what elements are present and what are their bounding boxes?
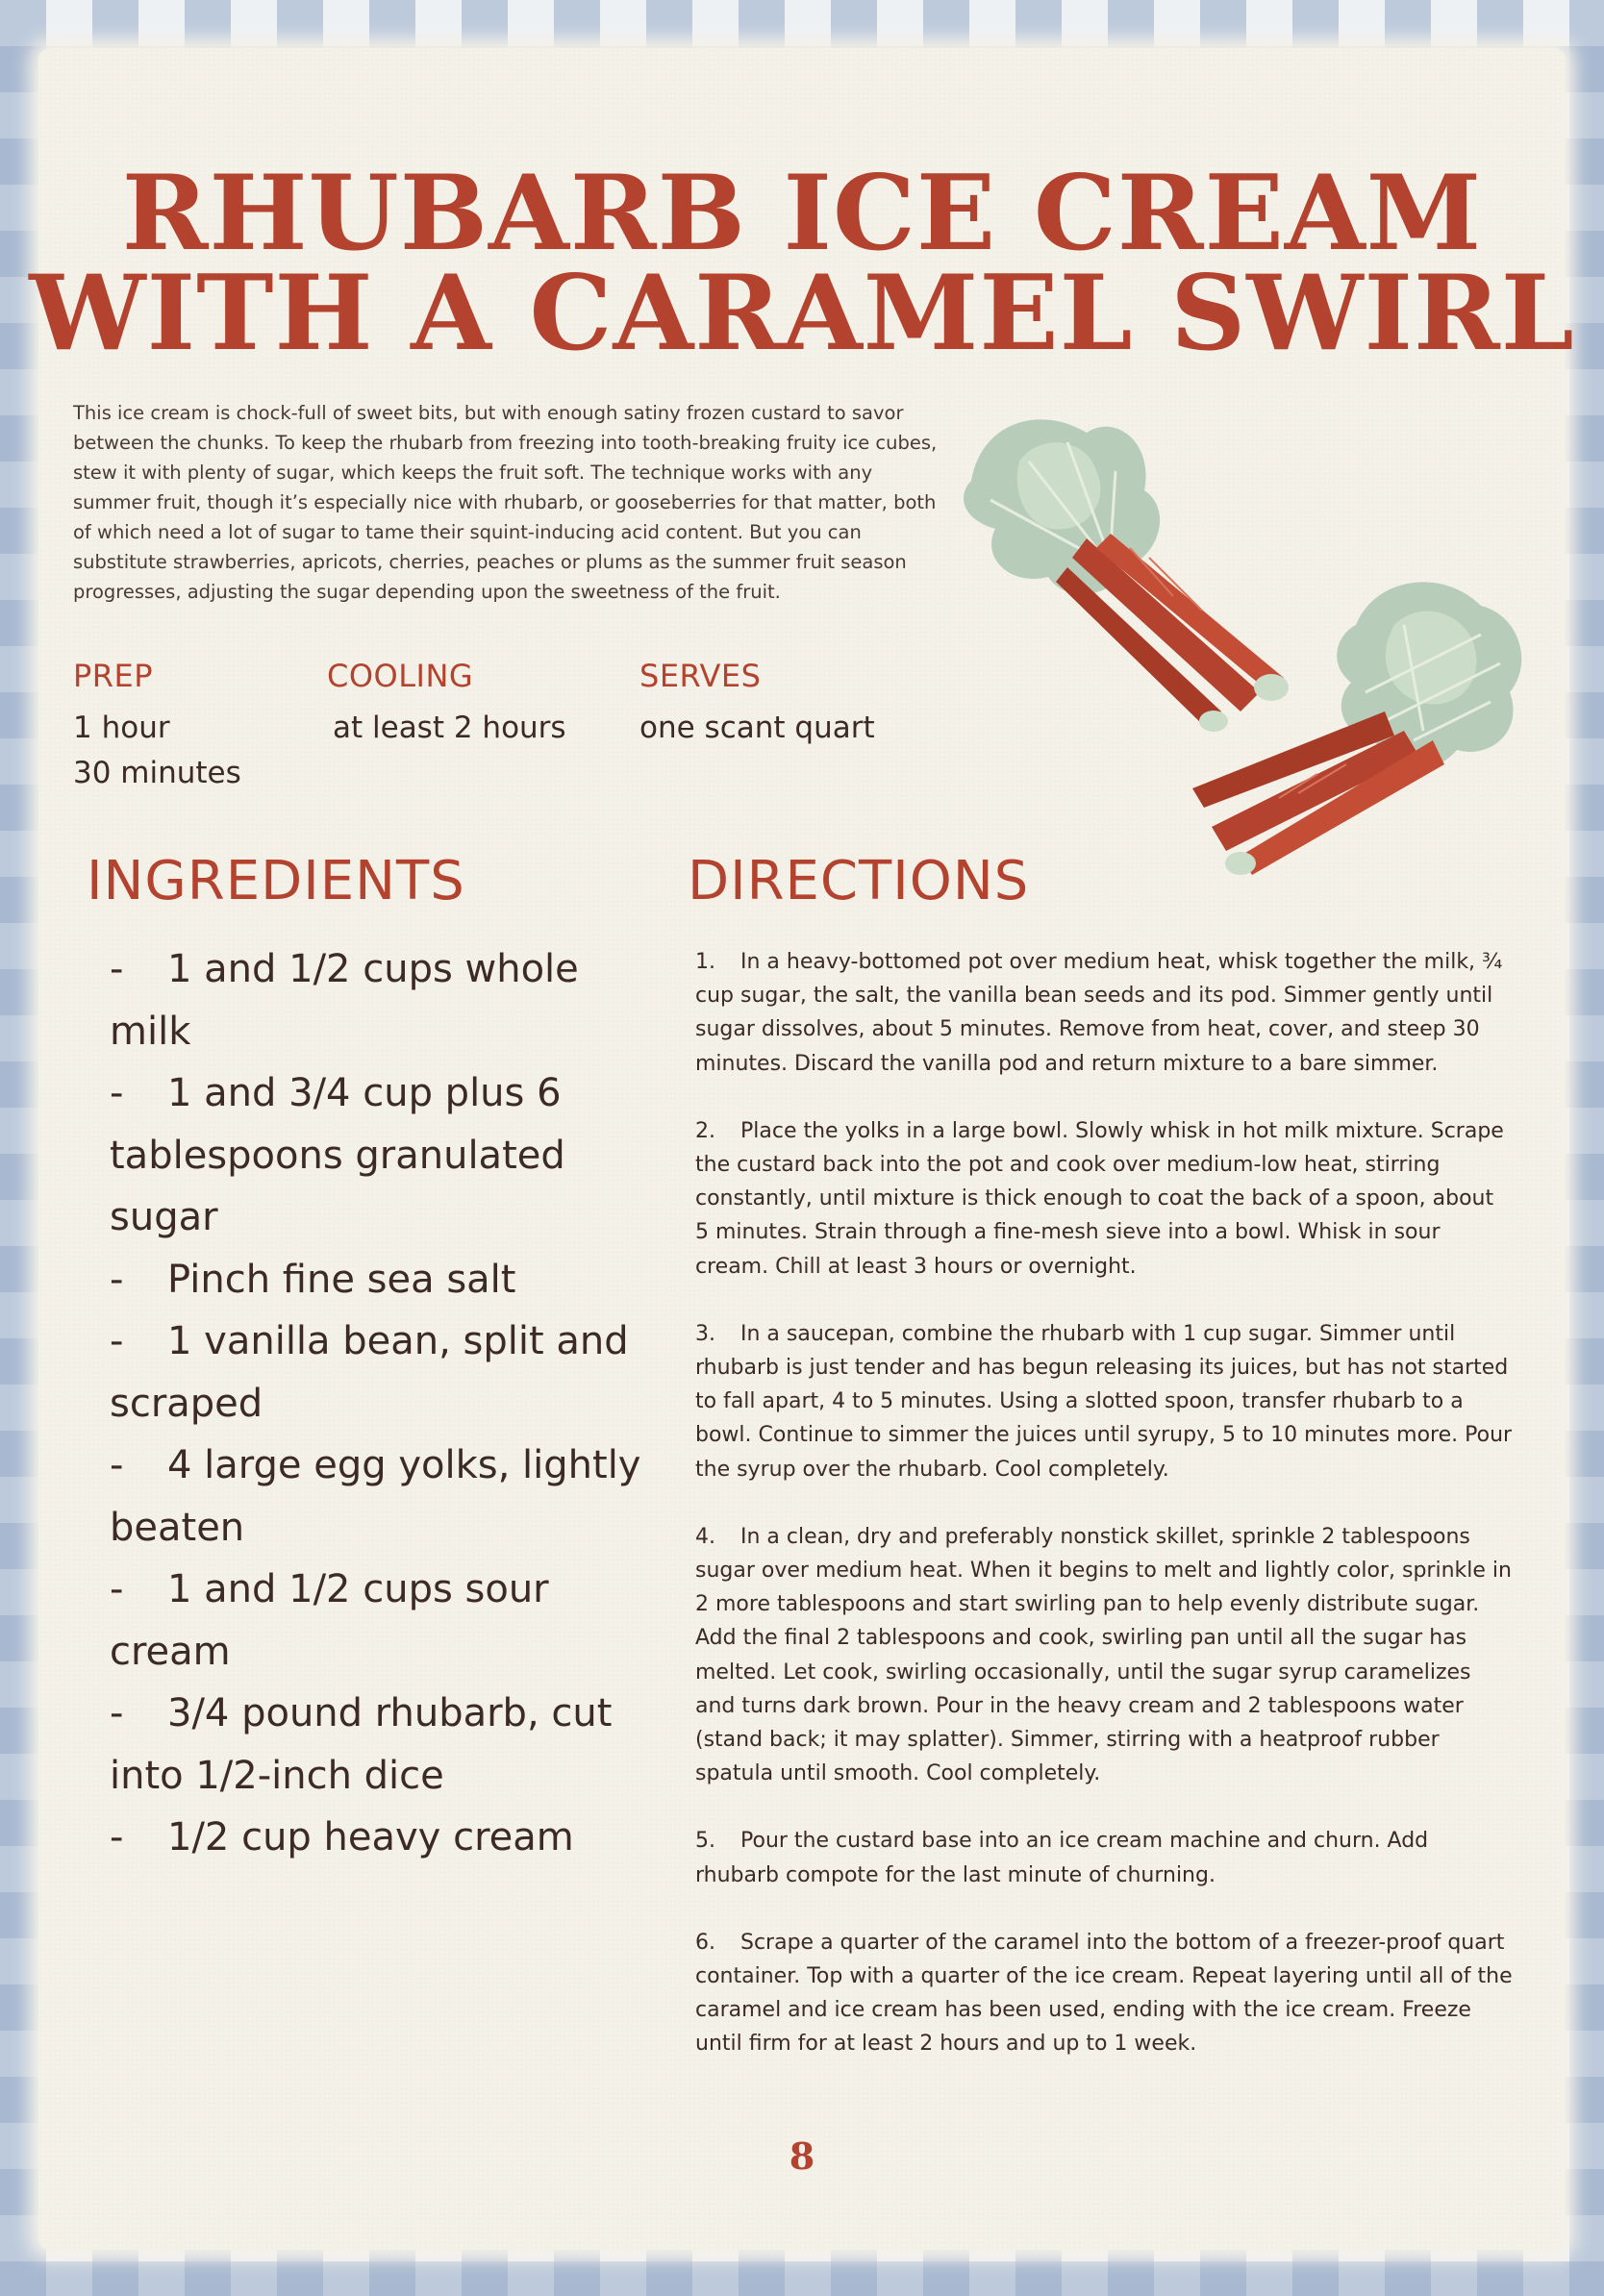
serves-value: one scant quart	[639, 711, 875, 745]
intro-paragraph: This ice cream is chock-full of sweet bits, but with enough satiny frozen custard to savor between the chunks. To keep the rhubarb from freezing into tooth-breaking fruity ice cubes, stew it with plenty of sugar, which keeps the fruit soft. The technique works with any summer fruit, though it’s especially nice with rhubarb, or gooseberries for that matter, both of which need a lot of sugar to tame their squint-inducing acid content. But you can substitute strawberries, apricots, cherries, peaches or plums as the summer fruit season progresses, adjusting the sugar depending upon the sweetness of the fruit.	[73, 402, 938, 603]
ingredient-dash: -	[110, 1567, 124, 1611]
page-number: 8	[789, 2134, 815, 2178]
ingredient-item	[110, 1683, 658, 1807]
ingredient-item	[110, 1249, 658, 1311]
prep-label: PREP	[73, 658, 154, 694]
prep-value-line-2: 30 minutes	[73, 756, 241, 790]
ingredient-text: Pinch fine sea salt	[167, 1257, 516, 1302]
directions-heading: DIRECTIONS	[688, 850, 1030, 912]
step-number: 4.	[695, 1524, 715, 1549]
ingredient-text: 1 and 3/4 cup plus 6 tablespoons granulated sugar	[110, 1071, 565, 1239]
serves-label: SERVES	[639, 658, 762, 694]
ingredient-item	[110, 1062, 658, 1249]
direction-step	[695, 945, 1513, 1081]
ingredients-list	[110, 938, 658, 1869]
direction-step	[695, 1520, 1513, 1791]
direction-step	[695, 1824, 1513, 1891]
ingredient-dash: -	[110, 1691, 124, 1735]
step-text: In a clean, dry and preferably nonstick skillet, sprinkle 2 tablespoons sugar over medium heat. When it begins to melt and lightly color, sprinkle in 2 more tablespoons and start swirling pan to help evenly distribute sugar. Add the final 2 tablespoons and cook, swirling pan until all the sugar has melted. Let cook, swirling occasionally, until the sugar syrup caramelizes and turns dark brown. Pour in the heavy cream and 2 tablespoons water (stand back; it may splatter). Simmer, stirring with a heatproof rubber spatula until smooth. Cool completely.	[695, 1524, 1512, 1786]
step-text: In a saucepan, combine the rhubarb with 1 cup sugar. Simmer until rhubarb is just tender and has begun releasing its juices, but has not started to fall apart, 4 to 5 minutes. Using a slotted spoon, transfer rhubarb to a bowl. Continue to simmer the juices until syrupy, 5 to 10 minutes more. Pour the syrup over the rhubarb. Cool completely.	[695, 1321, 1513, 1482]
prep-value-line-1: 1 hour	[73, 711, 170, 745]
ingredient-text: 4 large egg yolks, lightly beaten	[110, 1443, 641, 1550]
ingredient-item	[110, 1807, 658, 1869]
step-text: Place the yolks in a large bowl. Slowly whisk in hot milk mixture. Scrape the custard back into the pot and cook over medium-low heat, stirring constantly, until mixture is thick enough to coat the back of a spoon, about 5 minutes. Strain through a fine-mesh sieve into a bowl. Whisk in sour cream. Chill at least 3 hours or overnight.	[695, 1118, 1504, 1279]
step-text: Scrape a quarter of the caramel into the bottom of a freezer-proof quart container. Top with a quarter of the ice cream. Repeat layering until all of the caramel and ice cream has been used, ending with the ice cream. Freeze until firm for at least 2 hours and up to 1 week.	[695, 1930, 1513, 2057]
rhubarb-stalks-illustration-bottom	[1173, 567, 1539, 885]
ingredient-text: 1/2 cup heavy cream	[167, 1815, 574, 1859]
step-text: In a heavy-bottomed pot over medium heat, whisk together the milk, ¾ cup sugar, the salt, the vanilla bean seeds and its pod. Simmer gently until sugar dissolves, about 5 minutes. Remove from heat, cover, and steep 30 minutes. Discard the vanilla pod and return mixture to a bare simmer.	[695, 950, 1503, 1076]
ingredient-dash: -	[110, 1815, 124, 1859]
ingredient-text: 1 and 1/2 cups sour cream	[110, 1567, 549, 1674]
step-number: 3.	[695, 1321, 715, 1346]
ingredient-text: 1 and 1/2 cups whole milk	[110, 947, 579, 1054]
ingredient-item	[110, 1310, 658, 1435]
directions-list	[695, 945, 1513, 2095]
step-number: 6.	[695, 1930, 715, 1955]
ingredient-dash: -	[110, 1071, 124, 1115]
ingredient-item	[110, 1559, 658, 1683]
ingredient-dash: -	[110, 1257, 124, 1302]
recipe-title	[0, 153, 1604, 374]
direction-step	[695, 1926, 1513, 2061]
ingredient-text: 1 vanilla bean, split and scraped	[110, 1319, 629, 1426]
title-line-2: WITH A CARAMEL SWIRL	[29, 253, 1575, 374]
ingredient-item	[110, 1435, 658, 1559]
ingredient-text: 3/4 pound rhubarb, cut into 1/2-inch dice	[110, 1691, 613, 1798]
cooling-label: COOLING	[327, 658, 474, 694]
direction-step	[695, 1317, 1513, 1486]
cooling-value: at least 2 hours	[333, 711, 566, 745]
ingredient-item	[110, 938, 658, 1062]
direction-step	[695, 1114, 1513, 1284]
step-text: Pour the custard base into an ice cream machine and churn. Add rhubarb compote for the last minute of churning.	[695, 1829, 1429, 1887]
ingredients-heading: INGREDIENTS	[87, 850, 465, 912]
ingredient-dash: -	[110, 1319, 124, 1363]
step-number: 5.	[695, 1829, 715, 1854]
title-line-1: RHUBARB ICE CREAM	[121, 153, 1483, 274]
ingredient-dash: -	[110, 1443, 124, 1487]
step-number: 1.	[695, 950, 715, 974]
ingredient-dash: -	[110, 947, 124, 991]
step-number: 2.	[695, 1118, 715, 1143]
